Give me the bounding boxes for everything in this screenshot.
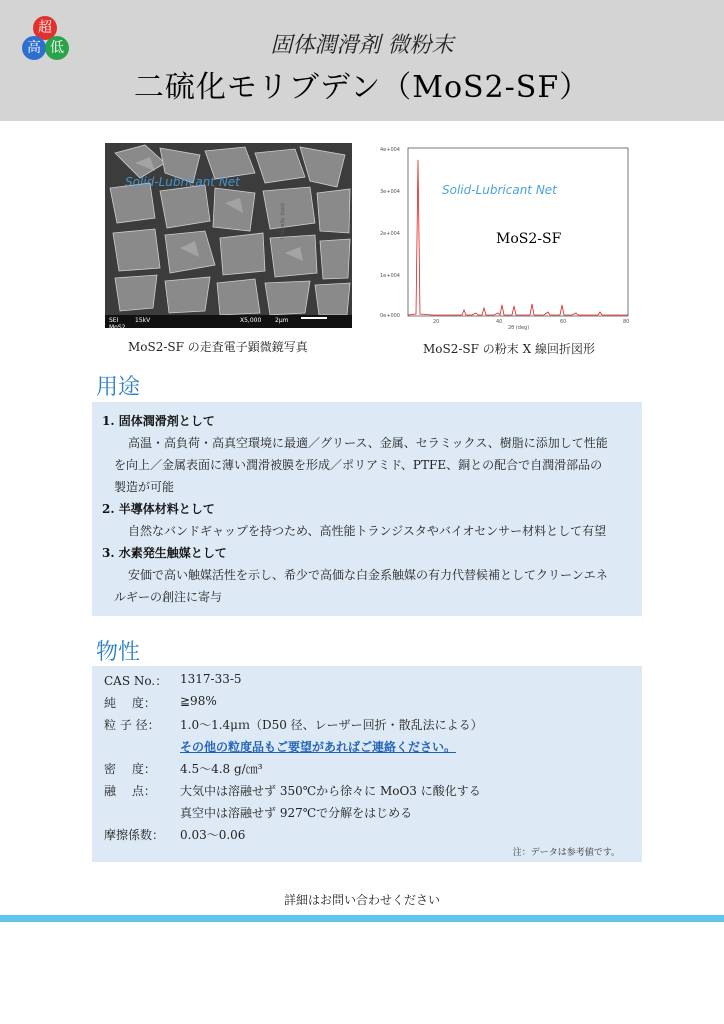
friction-label: 摩擦係数： (104, 828, 165, 842)
sem-info-voltage: 15kV (135, 317, 151, 324)
use-item-3-line-2: ルギーの創注に寄与 (114, 590, 223, 604)
cas-value: 1317-33-5 (180, 672, 242, 686)
use-item-2-line-1: 自然なバンドギャップを持つため、高性能トランジスタやバイオセンサー材料として有望 (128, 524, 607, 538)
xrd-xtick-60: 60 (560, 319, 567, 325)
footer-bar (0, 915, 724, 922)
density-value: 4.5～4.8 g/㎝³ (180, 762, 263, 776)
use-item-2-title: 2. 半導体材料として (102, 502, 215, 516)
xrd-xlabel: 2θ (deg) (508, 325, 530, 331)
xrd-ytick-3: 3e+004 (380, 189, 400, 195)
xrd-xtick-40: 40 (496, 319, 503, 325)
melting-point-value-vacuum: 真空中は溶融せず 927℃で分解をはじめる (180, 806, 413, 820)
melting-point-value-air: 大気中は溶融せず 350℃から徐々に MoO3 に酸化する (180, 784, 481, 798)
xrd-ytick-0: 0e+000 (380, 313, 400, 319)
page-title: 二硫化モリブデン（MoS2-SF） (133, 70, 591, 105)
uses-heading: 用途 (96, 375, 141, 400)
custom-size-request: その他の粒度品もご要望があればご連絡ください。 (180, 740, 457, 754)
header-band (0, 0, 724, 121)
reference-note: 注：データは参考値です。 (512, 848, 620, 858)
uses-panel (92, 402, 642, 616)
purity-value: ≧98% (180, 694, 217, 708)
melting-point-label: 融 点： (104, 784, 156, 798)
xrd-xtick-20: 20 (433, 319, 440, 325)
logo-circle-right: 低 (45, 36, 69, 60)
particle-size-label: 粒 子 径： (104, 718, 160, 732)
purity-label: 純 度： (104, 696, 156, 710)
properties-heading: 物性 (96, 640, 141, 665)
use-item-1-line-1: 高温・高負荷・高真空環境に最適／グリース、金属、セラミックス、樹脂に添加して性能 (128, 436, 608, 450)
xrd-ytick-2: 2e+004 (380, 231, 400, 237)
use-item-1-line-3: 製造が可能 (114, 480, 175, 494)
sem-info-mode: SEI (109, 317, 119, 324)
xrd-ytick-4: 4e+004 (380, 147, 400, 153)
use-item-3-title: 3. 水素発生触媒として (102, 546, 227, 560)
use-item-1-title: 1. 固体潤滑剤として (102, 414, 215, 428)
density-label: 密 度： (104, 762, 156, 776)
xrd-caption: MoS2-SF の粉末 X 線回折図形 (423, 342, 595, 356)
logo-circle-left: 高 (22, 36, 46, 60)
sem-info-magnification: X5,000 (240, 317, 262, 324)
sem-photo (105, 143, 352, 331)
cas-label: CAS No.： (104, 674, 168, 688)
friction-value: 0.03～0.06 (180, 828, 246, 842)
sem-info-scale: 2μm (275, 317, 289, 324)
xrd-xtick-80: 80 (623, 319, 630, 325)
use-item-3-line-1: 安価で高い触媒活性を示し、希少で高価な白金系触媒の有力代替候補としてクリーンエネ (128, 568, 608, 582)
photo-watermark: Solid-Lubricant Net (125, 175, 240, 189)
photo-caption: MoS2-SF の走査電子顕微鏡写真 (128, 340, 308, 354)
particle-size-value: 1.0～1.4μｍ（D50 径、レーザー回折・散乱法による） (180, 718, 483, 732)
footer-contact: 詳細はお問い合わせください (283, 893, 440, 907)
xrd-ylabel: Intensity (cps) (280, 203, 286, 239)
xrd-watermark: Solid-Lubricant Net (442, 183, 557, 197)
xrd-ytick-1: 1e+004 (380, 273, 400, 279)
use-item-1-line-2: を向上／金属表面に薄い潤滑被膜を形成／ポリアミド、PTFE、銅との配合で自潤滑部品の (114, 458, 603, 472)
logo-circle-top: 超 (33, 16, 57, 40)
sem-sample-label: MoS2 (109, 324, 126, 331)
xrd-sample-label: MoS2-SF (496, 231, 562, 247)
page-subtitle: 固体潤滑剤 微粉末 (270, 33, 454, 58)
properties-panel (92, 666, 642, 862)
